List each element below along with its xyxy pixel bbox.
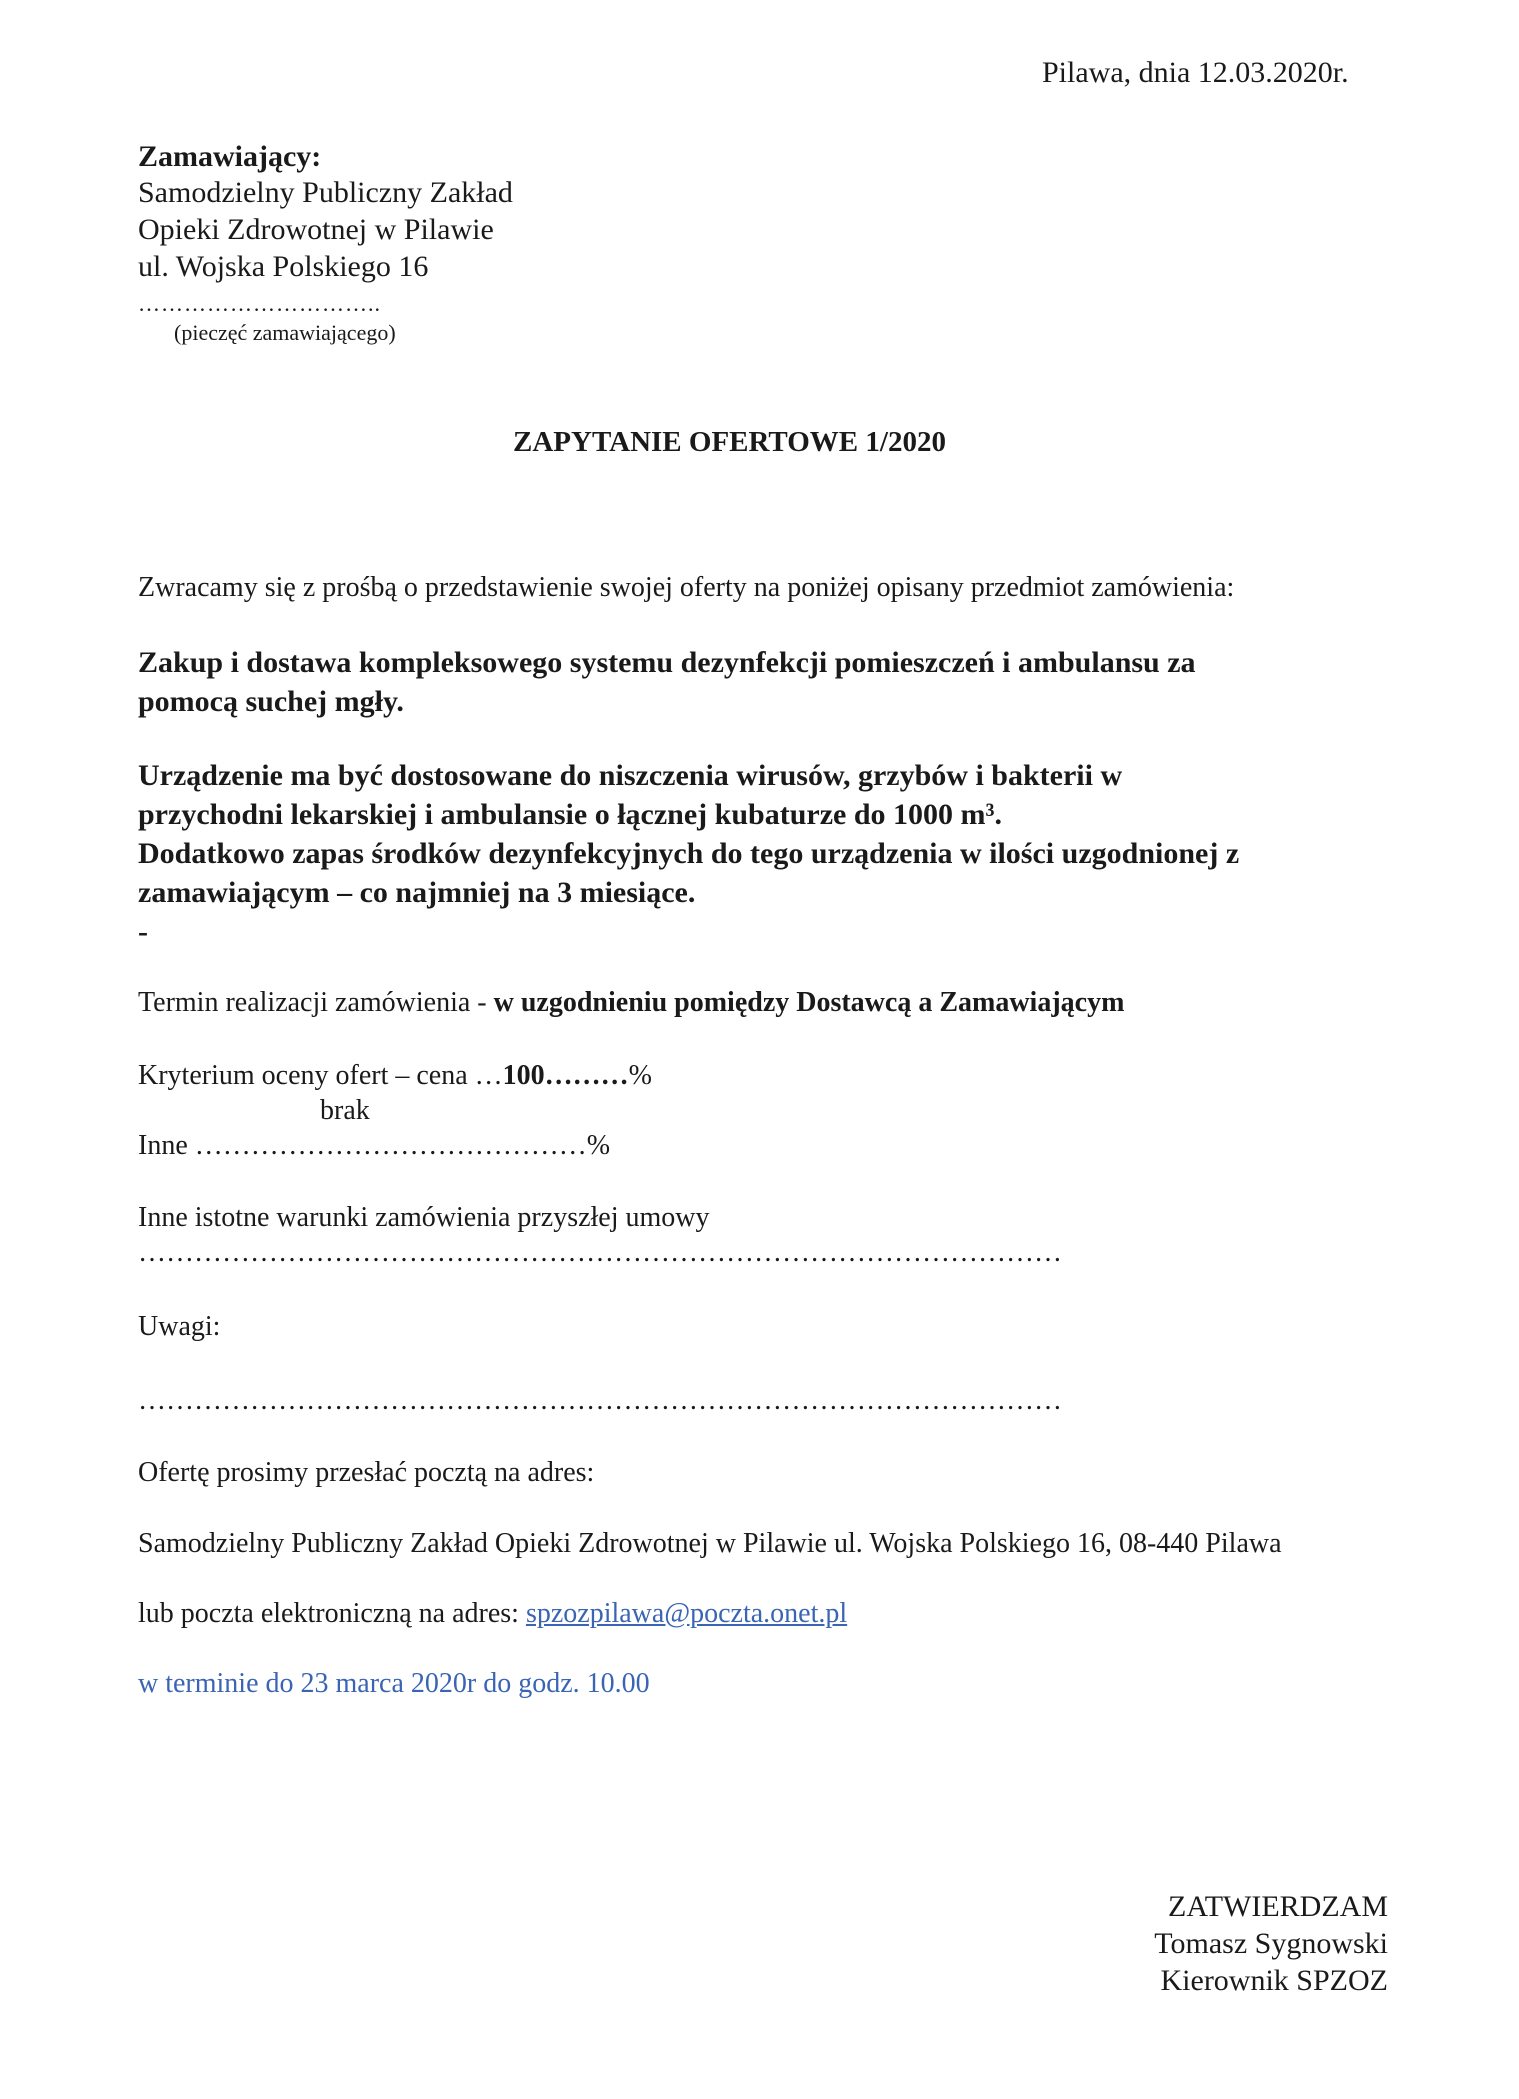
signature-approval: ZATWIERDZAM bbox=[1168, 1890, 1388, 1923]
criteria-row bbox=[138, 1058, 652, 1094]
remarks-dots: ……………………………………………………………………………………… bbox=[138, 1385, 1062, 1416]
remarks-label: Uwagi: bbox=[138, 1311, 221, 1342]
submission-email-row bbox=[138, 1596, 847, 1632]
document-title: ZAPYTANIE OFERTOWE 1/2020 bbox=[513, 426, 946, 458]
email-link[interactable]: spzozpilawa@poczta.onet.pl bbox=[525, 1598, 848, 1629]
orderer-name-line2: Opieki Zdrowotnej w Pilawie bbox=[138, 213, 494, 246]
email-label: lub poczta elektroniczną na adres: bbox=[138, 1598, 526, 1629]
conditions-label: Inne istotne warunki zamówienia przyszłej umowy bbox=[138, 1202, 710, 1233]
description-line3: Dodatkowo zapas środków dezynfekcyjnych do tego urządzenia w ilości uzgodnionej z bbox=[138, 837, 1240, 870]
submission-deadline: w terminie do 23 marca 2020r do godz. 10.00 bbox=[138, 1668, 650, 1699]
intro-text: Zwracamy się z prośbą o przedstawienie swojej oferty na poniżej opisany przedmiot zamówienia: bbox=[138, 572, 1235, 603]
criteria-percent: % bbox=[628, 1060, 652, 1091]
deadline-label: Termin realizacji zamówienia - bbox=[138, 987, 494, 1018]
criteria-label: Kryterium oceny ofert – cena … bbox=[138, 1060, 503, 1091]
signature-role: Kierownik SPZOZ bbox=[1160, 1964, 1388, 1997]
place-date: Pilawa, dnia 12.03.2020r. bbox=[1042, 56, 1349, 89]
criteria-other: Inne ……………………………………% bbox=[138, 1130, 611, 1161]
orderer-name-line1: Samodzielny Publiczny Zakład bbox=[138, 176, 513, 209]
description-line2: przychodni lekarskiej i ambulansie o łącznej kubaturze do 1000 m³. bbox=[138, 798, 1003, 831]
deadline-row bbox=[138, 985, 1124, 1021]
description-dash: - bbox=[138, 915, 148, 948]
submission-address: Samodzielny Publiczny Zakład Opieki Zdrowotnej w Pilawie ul. Wojska Polskiego 16, 08-440 Pilawa bbox=[138, 1528, 1282, 1559]
criteria-value: 100……… bbox=[502, 1060, 629, 1091]
submission-intro: Ofertę prosimy przesłać pocztą na adres: bbox=[138, 1457, 595, 1488]
subject-line2: pomocą suchej mgły. bbox=[138, 685, 404, 718]
description-line4: zamawiającym – co najmniej na 3 miesiące. bbox=[138, 876, 696, 909]
orderer-address: ul. Wojska Polskiego 16 bbox=[138, 250, 429, 283]
description-line1: Urządzenie ma być dostosowane do niszczenia wirusów, grzybów i bakterii w bbox=[138, 759, 1123, 792]
conditions-dots: ……………………………………………………………………………………… bbox=[138, 1237, 1062, 1268]
stamp-dots: ………………………….. bbox=[138, 291, 381, 316]
signature-name: Tomasz Sygnowski bbox=[1154, 1927, 1388, 1960]
subject-line1: Zakup i dostawa kompleksowego systemu dezynfekcji pomieszczeń i ambulansu za bbox=[138, 646, 1196, 679]
orderer-label: Zamawiający: bbox=[138, 140, 322, 173]
deadline-value: w uzgodnieniu pomiędzy Dostawcą a Zamawiającym bbox=[493, 987, 1125, 1018]
criteria-note: brak bbox=[320, 1095, 370, 1126]
stamp-caption: (pieczęć zamawiającego) bbox=[174, 320, 396, 345]
